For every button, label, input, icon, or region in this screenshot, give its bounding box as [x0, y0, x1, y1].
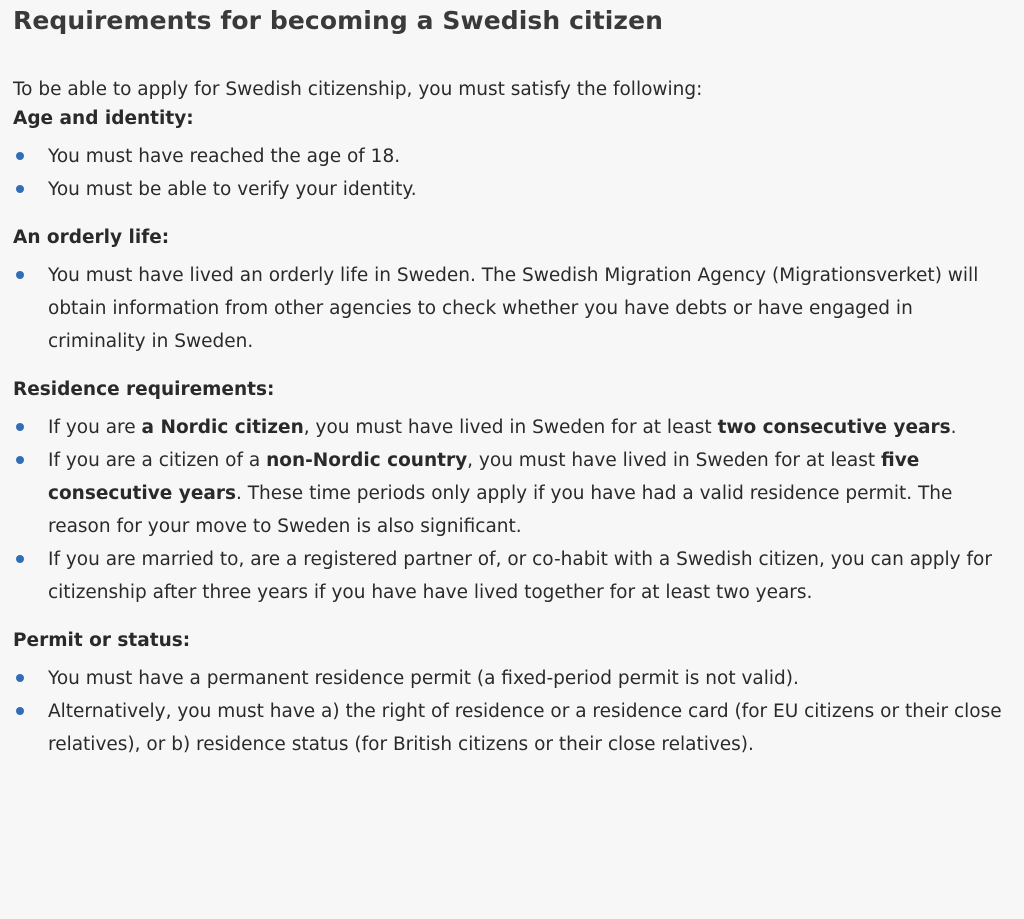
text-segment: If you are: [48, 417, 142, 438]
bold-text: a Nordic citizen: [141, 417, 304, 438]
list-item: [13, 695, 1008, 761]
bullet-icon: [16, 423, 24, 431]
bullet-icon: [16, 674, 24, 682]
list-item-text: You must have reached the age of 18.: [48, 146, 401, 167]
list-item: [13, 140, 1008, 173]
text-segment: . These time periods only apply if you have had a valid residence permit. The reason for your move to Sweden is also significant.: [48, 483, 953, 537]
page-title: Requirements for becoming a Swedish citizen: [13, 6, 664, 35]
list-item-text: You must have a permanent residence permit (a fixed-period permit is not valid).: [48, 668, 799, 689]
list-item: [13, 444, 1008, 543]
bold-text: two consecutive years: [717, 417, 951, 438]
bullet-icon: [16, 152, 24, 160]
bullet-icon: [16, 185, 24, 193]
bullet-icon: [16, 271, 24, 279]
list-item-text: [48, 450, 952, 537]
text-segment: , you must have lived in Sweden for at least: [467, 450, 881, 471]
list-age-identity: [13, 140, 1008, 206]
bold-text: five consecutive years: [48, 450, 920, 504]
bold-text: non-Nordic country: [266, 450, 468, 471]
list-item: [13, 543, 1008, 609]
list-item: [13, 662, 1008, 695]
list-item: [13, 259, 1008, 358]
list-item-text: You must have lived an orderly life in Sweden. The Swedish Migration Agency (Migrationsverket) will obtain information from other agencies to check whether you have debts or have engaged in criminality in Sweden.: [48, 265, 979, 352]
text-segment: .: [950, 417, 957, 438]
bullet-icon: [16, 555, 24, 563]
list-item-text: You must be able to verify your identity.: [48, 179, 417, 200]
list-item: [13, 411, 1008, 444]
list-item: [13, 173, 1008, 206]
list-orderly-life: [13, 259, 1008, 358]
text-segment: , you must have lived in Sweden for at least: [303, 417, 718, 438]
list-item-text: [48, 417, 957, 438]
intro-text: To be able to apply for Swedish citizenship, you must satisfy the following:: [13, 79, 703, 100]
list-permit-status: [13, 662, 1008, 761]
section-heading-age-identity: Age and identity:: [13, 108, 194, 129]
section-heading-residence-requirements: Residence requirements:: [13, 379, 275, 400]
section-heading-permit-status: Permit or status:: [13, 630, 191, 651]
text-segment: If you are a citizen of a: [48, 450, 267, 471]
list-item-text: If you are married to, are a registered partner of, or co-habit with a Swedish citizen, you can apply for citizenship after three years if you have have lived together for at least two years.: [48, 549, 992, 603]
list-item-text: Alternatively, you must have a) the right of residence or a residence card (for EU citizens or their close relatives), or b) residence status (for British citizens or their close relatives).: [48, 701, 1002, 755]
bullet-icon: [16, 456, 24, 464]
bullet-icon: [16, 707, 24, 715]
list-residence-requirements: [13, 411, 1008, 609]
section-heading-orderly-life: An orderly life:: [13, 227, 170, 248]
